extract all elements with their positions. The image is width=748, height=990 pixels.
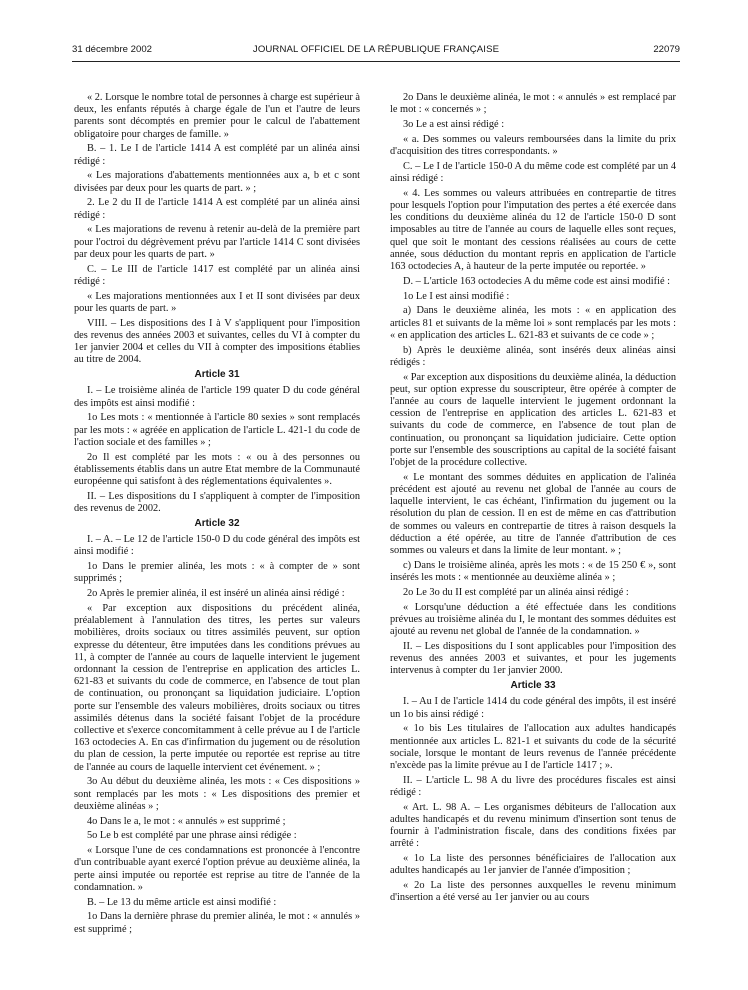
paragraph: B. – Le 13 du même article est ainsi modifié : [87, 896, 277, 908]
paragraph: « Par exception aux dispositions du deuxième alinéa, la déduction peut, sur option expresse du souscripteur, être opérée à compter de l'année au cours de laquelle intervient le jugement ordonnant la cession de l'entreprise en application des articles L. 621-83 et suivants du code de commerce, en l'absence de tout plan de continuation, ou prononçant sa liquidation judiciaire. Cette option porte sur l'ensemble des souscriptions au capital de la société faisant l'objet de la procédure collective. [390, 371, 676, 469]
paragraph: « Les majorations d'abattements mentionnées aux a, b et c sont divisées par deux pour les quarts de part. » ; [74, 170, 360, 194]
right-column [390, 92, 676, 907]
paragraph: D. – L'article 163 octodecies A du même code est ainsi modifié : [403, 275, 670, 287]
paragraph: 2o Le 3o du II est complété par un alinéa ainsi rédigé : [403, 586, 629, 598]
paragraph: « 4. Les sommes ou valeurs attribuées en contrepartie de titres pour lesquels l'option pour l'imputation des pertes a été exercée dans les conditions du deuxième alinéa du 12 de l'article 150-0 D sont imposables au titre de l'année au cours de laquelle elles sont reçues, quel que soit le montant des cessions réalisées au cours de cette année, sous déduction du montant repris en application de l'article 163 octodecies A, à hauteur de la perte imputée ou reportée. » [390, 187, 676, 273]
issue-date: 31 décembre 2002 [72, 44, 153, 55]
article-32-heading: Article 32 [194, 518, 240, 530]
paragraph: I. – A. – Le 12 de l'article 150-0 D du code général des impôts est ainsi modifié : [74, 534, 360, 558]
paragraph: « Le montant des sommes déduites en application de l'alinéa précédent est ajouté au revenu net global de l'année au cours de laquelle intervient, le cas échéant, l'infirmation du jugement ou la résolution du plan de cession. Il en est de même en cas d'attribution de sommes ou valeurs en contrepartie de titres à raison desquels la déduction a été opérée, au titre de l'année d'attribution de ces sommes ou valeurs et dans la limite de leur montant. » ; [390, 471, 676, 557]
paragraph: 4o Dans le a, le mot : « annulés » est supprimé ; [87, 815, 286, 827]
paragraph: I. – Au I de l'article 1414 du code général des impôts, il est inséré un 1o bis ainsi rédigé : [390, 696, 676, 720]
paragraph: « Par exception aux dispositions du précédent alinéa, préalablement à l'annulation des titres, les pertes sur valeurs mobilières, droits sociaux ou titres assimilés peuvent, sur option expresse du détenteur, être imputées dans les conditions prévues au 11, à compter de l'année au cours de laquelle intervient le jugement ordonnant la cession de l'entreprise en application des articles L. 621-83 et suivants du code de commerce, en l'absence de tout plan de continuation, ou prononçant sa liquidation judiciaire. L'option porte sur l'ensemble des valeurs mobilières, droits sociaux ou titres assimilés détenus dans la société faisant l'objet de la procédure collective et s'exerce concomitamment à celle prévue au I de l'article 163 octodecies A. En cas d'infirmation du jugement ou de résolution du plan de cession, la perte imputée ou reportée est reprise au titre de l'année au cours de laquelle intervient cet événement. » ; [74, 603, 360, 773]
page-number: 22079 [653, 44, 680, 55]
article-33-heading: Article 33 [510, 680, 556, 692]
paragraph: 2o Après le premier alinéa, il est inséré un alinéa ainsi rédigé : [87, 588, 345, 600]
paragraph: « 1o bis Les titulaires de l'allocation aux adultes handicapés mentionnée aux articles L. 821-1 et suivants du code de la sécurité sociale, lorsque le montant de leurs revenus de l'année précédente n'excède pas la limite prévue au I de l'article 1417 ; ». [390, 723, 676, 772]
paragraph: I. – Le troisième alinéa de l'article 199 quater D du code général des impôts est ainsi modifié : [74, 385, 360, 409]
paragraph: C. – Le III de l'article 1417 est complété par un alinéa ainsi rédigé : [74, 263, 360, 287]
paragraph: « 2. Lorsque le nombre total de personnes à charge est supérieur à deux, les enfants réputés à charge égale de l'un et l'autre de leurs parents sont décomptés en premier pour le calcul de l'abattement obligatoire pour charges de famille. » [74, 92, 360, 140]
paragraph: « 2o La liste des personnes auxquelles le revenu minimum d'insertion a été versé au 1er janvier ou au cours [390, 880, 676, 904]
paragraph: II. – L'article L. 98 A du livre des procédures fiscales est ainsi rédigé : [390, 774, 676, 799]
paragraph: « 1o La liste des personnes bénéficiaires de l'allocation aux adultes handicapés au 1er janvier de l'année d'imposition ; [390, 853, 676, 877]
paragraph: « Lorsqu'une déduction a été effectuée dans les conditions prévues au troisième alinéa du I, le montant des sommes déduites est ajouté au revenu net global de l'année de la condamnation. » [390, 601, 676, 638]
paragraph: 5o Le b est complété par une phrase ainsi rédigée : [87, 830, 297, 842]
paragraph: « Lorsque l'une de ces condamnations est prononcée à l'encontre d'un contribuable ayant exercé l'option prévue au deuxième alinéa, la perte ainsi imputée ou reportée est reprise au titre de l'année de la condamnation. » [74, 845, 360, 893]
header-rule [72, 61, 680, 62]
paragraph: « Les majorations mentionnées aux I et II sont divisées par deux pour les quarts de part. » [74, 290, 360, 314]
paragraph: VIII. – Les dispositions des I à V s'appliquent pour l'imposition des revenus des années 2003 et suivantes, celles du VI à compter du 1er janvier 2004 et celles du VII à compter des impositions établies au titre de 2004. [74, 317, 360, 366]
paragraph: B. – 1. Le I de l'article 1414 A est complété par un alinéa ainsi rédigé : [74, 143, 360, 167]
paragraph: b) Après le deuxième alinéa, sont insérés deux alinéas ainsi rédigés : [390, 344, 676, 368]
paragraph: 3o Le a est ainsi rédigé : [403, 119, 505, 130]
left-column [74, 92, 360, 938]
paragraph: 1o Dans la dernière phrase du premier alinéa, le mot : « annulés » est supprimé ; [74, 911, 360, 935]
paragraph: « a. Des sommes ou valeurs remboursées dans la limite du prix d'acquisition des titres correspondants. » [390, 133, 676, 157]
paragraph: c) Dans le troisième alinéa, après les mots : « de 15 250 € », sont insérés les mots : « mentionnée au deuxième alinéa » ; [390, 559, 676, 584]
paragraph: 1o Dans le premier alinéa, les mots : « à compter de » sont supprimés ; [74, 561, 360, 585]
paragraph: 1o Le I est ainsi modifié : [403, 290, 510, 302]
paragraph: 2o Dans le deuxième alinéa, le mot : « annulés » est remplacé par le mot : « concernés » ; [390, 92, 676, 116]
page-header [72, 44, 680, 60]
paragraph: « Art. L. 98 A. – Les organismes débiteurs de l'allocation aux adultes handicapés et du revenu minimum d'insertion sont tenus de fournir à l'administration fiscale, dans des conditions fixées par arrêté : [390, 801, 676, 850]
paragraph: II. – Les dispositions du I s'appliquent à compter de l'imposition des revenus de 2002. [74, 490, 360, 515]
paragraph: 1o Les mots : « mentionnée à l'article 80 sexies » sont remplacés par les mots : « agréée en application de l'article L. 421-1 du code de l'action sociale et des familles » ; [74, 412, 360, 448]
paragraph: a) Dans le deuxième alinéa, les mots : « en application des articles 81 et suivants de la même loi » sont remplacés par les mots : « en application des articles L. 621-83 et suivants de ce code » ; [390, 305, 676, 341]
paragraph: 3o Au début du deuxième alinéa, les mots : « Ces dispositions » sont remplacés par les mots : « Les dispositions des premier et deuxième alinéas » ; [74, 776, 360, 812]
paragraph: II. – Les dispositions du I sont applicables pour l'imposition des revenus des années 2003 et suivantes, et pour les jugements intervenus à compter du 1er janvier 2000. [390, 640, 676, 677]
paragraph: « Les majorations de revenu à retenir au-delà de la première part pour l'octroi du dégrèvement prévu par l'article 1414 C sont divisées par deux pour les quarts de part. » [74, 224, 360, 260]
journal-title: JOURNAL OFFICIEL DE LA RÉPUBLIQUE FRANÇAISE [252, 44, 500, 55]
paragraph: C. – Le I de l'article 150-0 A du même code est complété par un 4 ainsi rédigé : [390, 160, 676, 184]
paragraph: 2. Le 2 du II de l'article 1414 A est complété par un alinéa ainsi rédigé : [74, 197, 360, 221]
article-31-heading: Article 31 [194, 369, 240, 381]
paragraph: 2o Il est complété par les mots : « ou à des personnes ou établissements établis dans un autre Etat membre de la Communauté européenne qui satisfont à des réglementations équivalentes ». [74, 451, 360, 488]
